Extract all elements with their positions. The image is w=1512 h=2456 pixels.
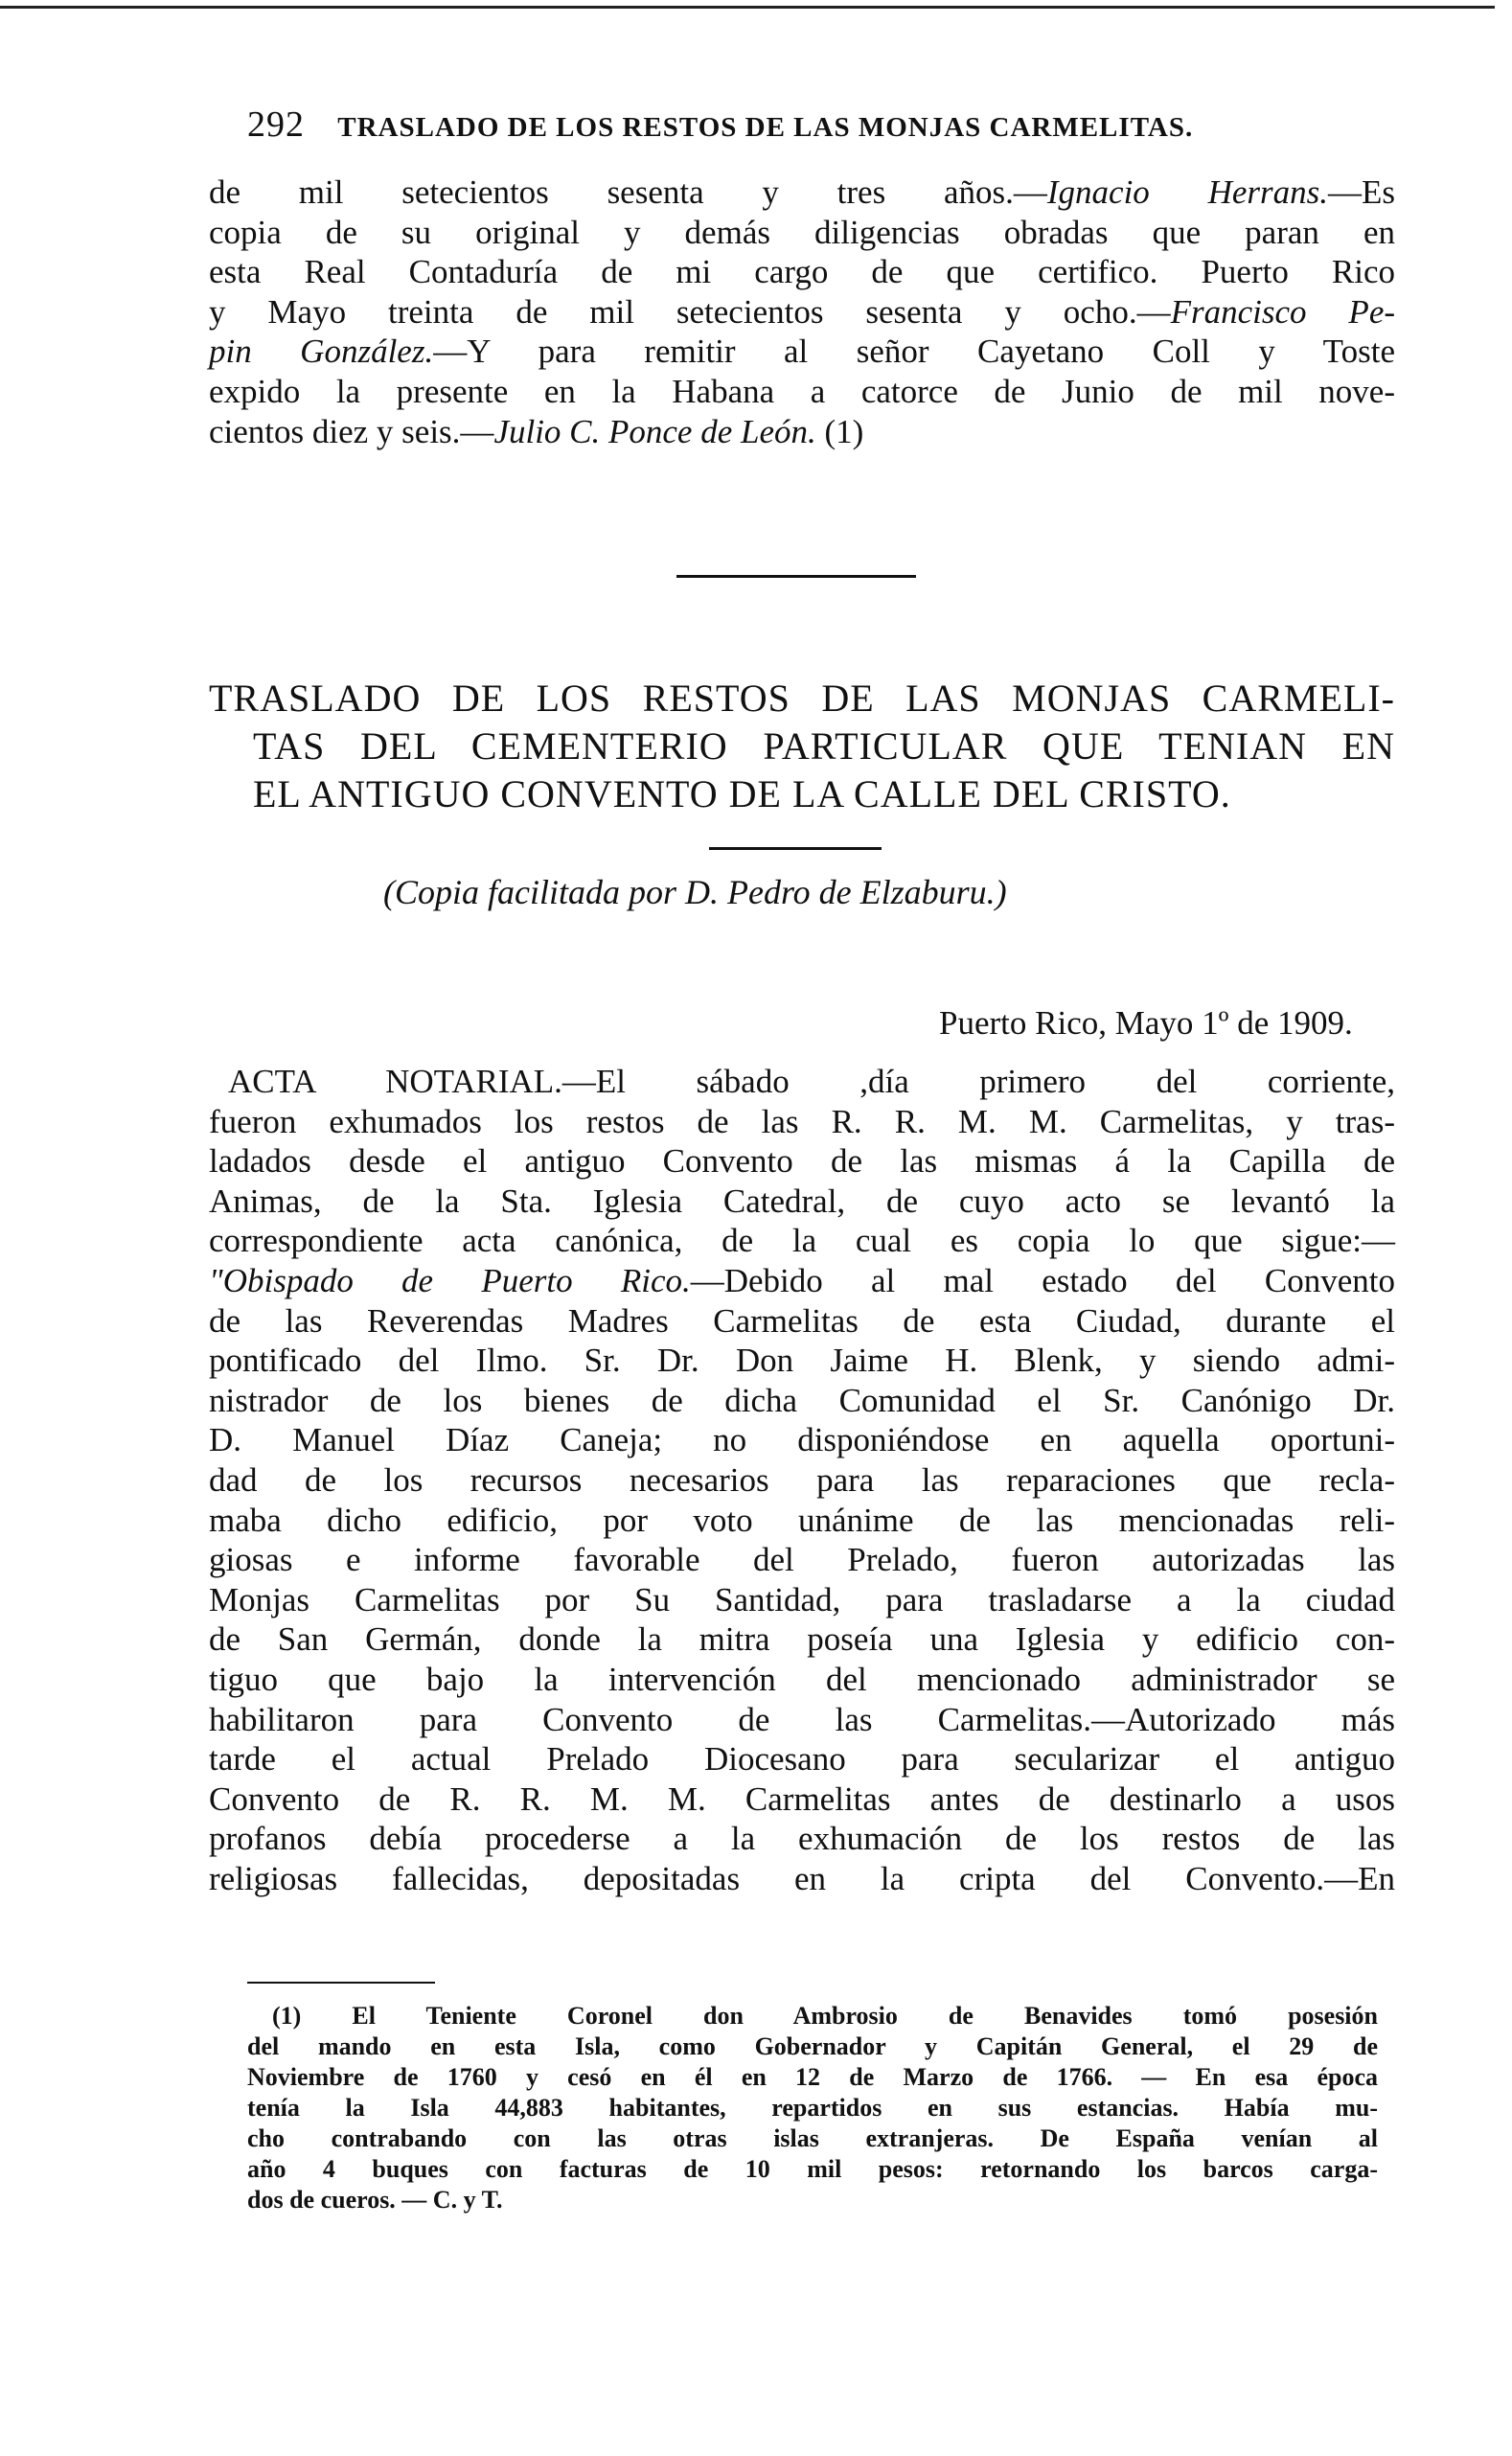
text-line: D. Manuel Díaz Caneja; no disponiéndose en aquella oportuni- xyxy=(209,1421,1395,1459)
running-title: TRASLADO DE LOS RESTOS DE LAS MONJAS CARMELITAS. xyxy=(337,112,1194,143)
footnote-line: cho contrabando con las otras islas extranjeras. De España venían al xyxy=(247,2124,1378,2152)
text-line: nistrador de los bienes de dicha Comunidad el Sr. Canónigo Dr. xyxy=(209,1381,1395,1419)
section-title-line: EL ANTIGUO CONVENTO DE LA CALLE DEL CRISTO. xyxy=(253,772,1231,815)
section-divider-rule xyxy=(676,575,916,578)
footnote-separator-rule xyxy=(247,1982,435,1984)
text-line: de mil setecientos sesenta y tres años.—Ignacio Herrans.—Es xyxy=(209,173,1395,211)
text-line: ladados desde el antiguo Convento de las mismas á la Capilla de xyxy=(209,1142,1395,1181)
text-line: esta Real Contaduría de mi cargo de que certifico. Puerto Rico xyxy=(209,253,1395,291)
top-border-rule xyxy=(0,6,1495,9)
page-number: 292 xyxy=(247,104,305,145)
footnote-line: Noviembre de 1760 y cesó en él en 12 de Marzo de 1766. — En esa época xyxy=(247,2063,1378,2091)
footnote xyxy=(247,2001,1378,2215)
text-line: dad de los recursos necesarios para las reparaciones que recla- xyxy=(209,1460,1395,1499)
text-line: religiosas fallecidas, depositadas en la cripta del Convento.—En xyxy=(209,1859,1395,1897)
section-title-line: TRASLADO DE LOS RESTOS DE LAS MONJAS CARMELI- xyxy=(209,677,1395,720)
text-line: ACTA NOTARIAL.—El sábado ,día primero del corriente, xyxy=(228,1063,1395,1100)
text-line: expido la presente en la Habana a catorce de Junio de mil nove- xyxy=(209,372,1395,410)
section-title-line: TAS DEL CEMENTERIO PARTICULAR QUE TENIAN EN xyxy=(253,724,1395,768)
text-line: tarde el actual Prelado Diocesano para secularizar el antiguo xyxy=(209,1740,1395,1779)
footnote-line: tenía la Isla 44,883 habitantes, repartidos en sus estancias. Había mu- xyxy=(247,2094,1378,2122)
text-line: copia de su original y demás diligencias obradas que paran en xyxy=(209,213,1395,251)
text-line: Convento de R. R. M. M. Carmelitas antes de destinarlo a usos xyxy=(209,1779,1395,1818)
text-line: "Obispado de Puerto Rico.—Debido al mal estado del Convento xyxy=(209,1261,1395,1299)
text-line: profanos debía procederse a la exhumación de los restos de las xyxy=(209,1820,1395,1858)
text-line: correspondiente acta canónica, de la cual es copia lo que sigue:— xyxy=(209,1222,1395,1260)
text-line: pin González.—Y para remitir al señor Cayetano Coll y Toste xyxy=(209,333,1395,371)
text-line: pontificado del Ilmo. Sr. Dr. Don Jaime H. Blenk, y siendo admi- xyxy=(209,1342,1395,1380)
acta-paragraph xyxy=(209,1062,1395,1898)
footnote-line: del mando en esta Isla, como Gobernador y Capitán General, el 29 de xyxy=(247,2032,1378,2060)
text-line: Animas, de la Sta. Iglesia Catedral, de cuyo acto se levantó la xyxy=(209,1182,1395,1220)
attribution: (Copia facilitada por D. Pedro de Elzaburu.) xyxy=(383,873,1007,911)
text-line: habilitaron para Convento de las Carmelitas.—Autorizado más xyxy=(209,1700,1395,1738)
dateline: Puerto Rico, Mayo 1º de 1909. xyxy=(939,1004,1353,1042)
text-line: giosas e informe favorable del Prelado, fueron autorizadas las xyxy=(209,1541,1395,1579)
running-header xyxy=(247,103,1397,146)
section-title xyxy=(209,675,1395,818)
text-line: de San Germán, donde la mitra poseía una Iglesia y edificio con- xyxy=(209,1620,1395,1659)
footnote-line: dos de cueros. — C. y T. xyxy=(247,2186,503,2214)
text-line: Monjas Carmelitas por Su Santidad, para trasladarse a la ciudad xyxy=(209,1580,1395,1618)
text-line: cientos diez y seis.—Julio C. Ponce de León. (1) xyxy=(209,412,864,450)
footnote-line: año 4 buques con facturas de 10 mil pesos: retornando los barcos carga- xyxy=(247,2155,1378,2183)
footnote-line: (1) El Teniente Coronel don Ambrosio de Benavides tomó posesión xyxy=(272,2002,1378,2030)
intro-paragraph xyxy=(209,172,1395,451)
text-line: tiguo que bajo la intervención del mencionado administrador se xyxy=(209,1660,1395,1698)
title-underline-rule xyxy=(709,847,882,850)
text-line: de las Reverendas Madres Carmelitas de esta Ciudad, durante el xyxy=(209,1301,1395,1340)
text-line: fueron exhumados los restos de las R. R. M. M. Carmelitas, y tras- xyxy=(209,1102,1395,1140)
text-line: maba dicho edificio, por voto unánime de las mencionadas reli- xyxy=(209,1501,1395,1539)
text-line: y Mayo treinta de mil setecientos sesenta y ocho.—Francisco Pe- xyxy=(209,292,1396,331)
